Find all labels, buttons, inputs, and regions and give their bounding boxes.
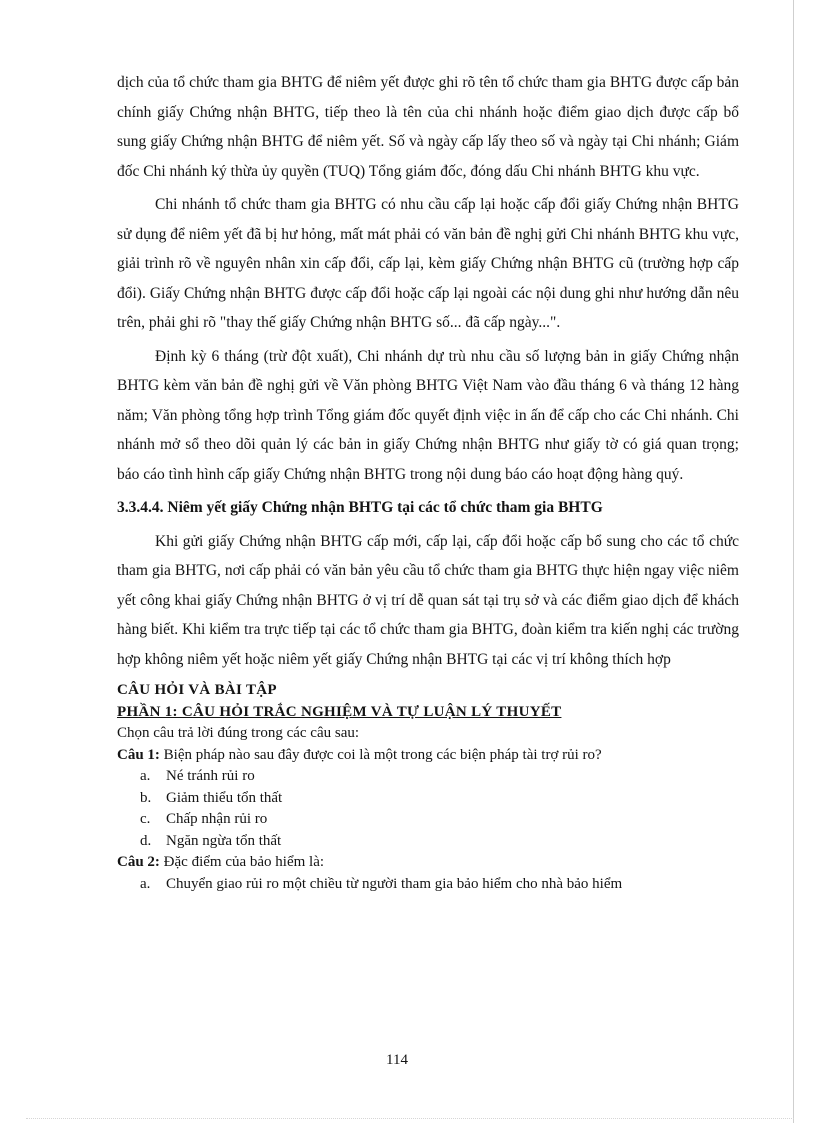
question-2 [117, 852, 739, 874]
option-text: Giảm thiểu tổn thất [166, 789, 283, 806]
page-content [117, 68, 739, 895]
exercises-instruction: Chọn câu trả lời đúng trong các câu sau: [117, 725, 360, 741]
option-letter: b. [140, 789, 152, 806]
option-letter: d. [140, 832, 152, 849]
option-item [117, 874, 739, 896]
option-letter: c. [140, 811, 151, 827]
exercises-part-title: PHẦN 1: CÂU HỎI TRẮC NGHIỆM VÀ TỰ LUẬN LÝ THUYẾT [117, 703, 562, 720]
option-text: Chấp nhận rủi ro [166, 811, 268, 827]
option-item [117, 831, 739, 853]
paragraph-posting: Khi gửi giấy Chứng nhận BHTG cấp mới, cấp lại, cấp đổi hoặc cấp bổ sung cho các tổ chức tham gia BHTG, nơi cấp phải có văn bản yêu cầu tổ chức tham gia BHTG thực hiện ngay việc niêm yết công khai giấy Chứng nhận BHTG ở vị trí dễ quan sát tại trụ sở và các điểm giao dịch để khách hàng biết. Khi kiểm tra trực tiếp tại các tổ chức tham gia BHTG, đoàn kiểm tra kiến nghị các trường hợp không niêm yết hoặc niêm yết giấy Chứng nhận BHTG tại các vị trí không thích hợp [117, 532, 739, 668]
question-text: Biện pháp nào sau đây được coi là một trong các biện pháp tài trợ rủi ro? [159, 746, 602, 763]
page-number: 114 [386, 1052, 408, 1068]
section-heading: 3.3.4.4. Niêm yết giấy Chứng nhận BHTG tại các tổ chức tham gia BHTG [117, 499, 603, 516]
paragraph-continuation: dịch của tổ chức tham gia BHTG để niêm yết được ghi rõ tên tổ chức tham gia BHTG được cấp bản chính giấy Chứng nhận BHTG, tiếp theo là tên của chi nhánh hoặc điểm giao dịch được cấp bổ sung giấy Chứng nhận BHTG để niêm yết. Số và ngày cấp lấy theo số và ngày tại Chi nhánh; Giám đốc Chi nhánh ký thừa ủy quyền (TUQ) Tổng giám đốc, đóng dấu Chi nhánh BHTG khu vực. [117, 74, 739, 180]
option-letter: a. [140, 875, 151, 892]
option-item [117, 809, 739, 831]
exercises-section [117, 680, 739, 895]
option-item [117, 766, 739, 788]
option-text: Né tránh rủi ro [166, 768, 255, 784]
paragraph-printing: Định kỳ 6 tháng (trừ đột xuất), Chi nhánh dự trù nhu cầu số lượng bản in giấy Chứng nhận BHTG kèm văn bản đề nghị gửi về Văn phòng BHTG Việt Nam vào đầu tháng 6 và tháng 12 hàng năm; Văn phòng tổng hợp trình Tổng giám đốc quyết định việc in ấn để cấp cho các Chi nhánh. Chi nhánh mở sổ theo dõi quản lý các bản in giấy Chứng nhận BHTG như giấy tờ có giá quan trọng; báo cáo tình hình cấp giấy Chứng nhận BHTG trong nội dung báo cáo hoạt động hàng quý. [117, 347, 739, 483]
option-letter: a. [140, 768, 151, 784]
bottom-dotted-rule [26, 1118, 794, 1119]
exercises-title: CÂU HỎI VÀ BÀI TẬP [117, 682, 277, 698]
option-text: Ngăn ngừa tổn thất [166, 832, 282, 849]
question-number: Câu 2: [117, 854, 160, 870]
paragraph-reissue: Chi nhánh tổ chức tham gia BHTG có nhu cầu cấp lại hoặc cấp đổi giấy Chứng nhận BHTG sử dụng để niêm yết đã bị hư hỏng, mất mát phải có văn bản đề nghị gửi Chi nhánh BHTG khu vực, giải trình rõ về nguyên nhân xin cấp đổi, cấp lại, kèm giấy Chứng nhận BHTG cũ (trường hợp cấp đổi). Giấy Chứng nhận BHTG được cấp đổi hoặc cấp lại ngoài các nội dung ghi như hướng dẫn nêu trên, phải ghi rõ "thay thế giấy Chứng nhận BHTG số... đã cấp ngày...". [117, 196, 739, 331]
question-number: Câu 1: [117, 746, 160, 763]
question-text: Đặc điểm của bảo hiểm là: [159, 854, 325, 870]
option-text: Chuyển giao rủi ro một chiều từ người tham gia bảo hiểm cho nhà bảo hiểm [166, 875, 623, 892]
option-item [117, 788, 739, 810]
question-1 [117, 745, 739, 767]
